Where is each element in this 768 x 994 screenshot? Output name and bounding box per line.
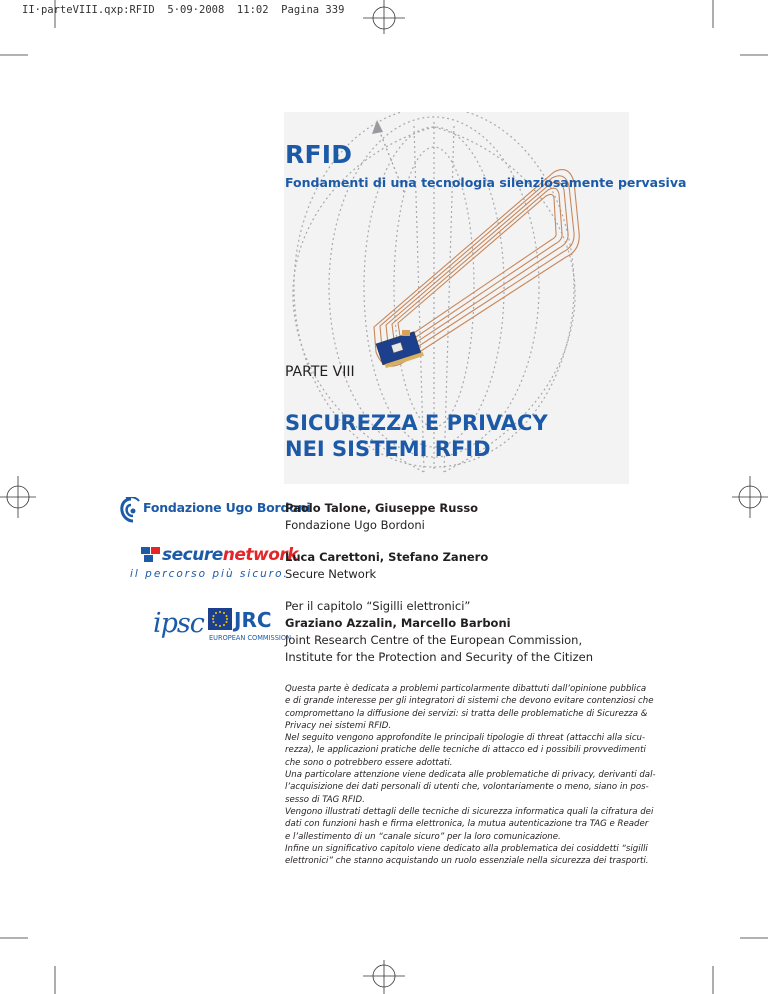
author-names: Graziano Azzalin, Marcello Barboni [285, 616, 511, 630]
author-names: Paolo Talone, Giuseppe Russo [285, 501, 479, 515]
intro-line: elettronici” che stanno acquistando un ruolo essenziale nella sicurezza dei trasporti. [285, 856, 649, 867]
author-affiliation-line-1: Joint Research Centre of the European Commission, [285, 633, 583, 647]
securenetwork-logo-part-a: secure [162, 545, 223, 565]
securenetwork-logo-text [162, 545, 298, 565]
author-affiliation: Fondazione Ugo Bordoni [285, 518, 425, 532]
author-intro: Per il capitolo “Sigilli elettronici” [285, 599, 471, 613]
intro-line: e di grande interesse per gli integratori di sistemi che devono evitare contenziosi che [285, 696, 654, 707]
securenetwork-tagline: il percorso più sicuro. [130, 568, 289, 580]
intro-line: Infine un significativo capitolo viene dedicato alla problematica dei cosiddetti “sigilli [285, 843, 648, 854]
intro-line: che sono o potrebbero essere adottati. [285, 757, 453, 768]
securenetwork-logo-part-b: network [222, 545, 299, 565]
intro-line: rezza), le applicazioni pratiche delle tecniche di attacco ed i possibili provvedimenti [285, 745, 646, 756]
intro-line: Privacy nei sistemi RFID. [285, 720, 392, 731]
intro-line: Vengono illustrati dettagli delle tecniche di sicurezza informatica quali la cifratura dei [285, 806, 654, 817]
intro-line: e l’allestimento di un “canale sicuro” per la loro comunicazione. [285, 831, 561, 842]
author-names: Luca Carettoni, Stefano Zanero [285, 550, 489, 564]
intro-line: sesso di TAG RFID. [285, 794, 365, 805]
intro-line: dati con funzioni hash e firma elettronica, la mutua autenticazione tra TAG e Reader [285, 819, 649, 830]
author-block-fub [285, 500, 478, 534]
fub-logo-text: Fondazione Ugo Bordoni [143, 500, 311, 515]
author-block-jrc [285, 598, 593, 666]
fub-logo-icon [120, 497, 142, 523]
intro-line: Questa parte è dedicata a problemi particolarmente dibattuti dall’opinione pubblica [285, 684, 647, 694]
jrc-logo-text: JRC [234, 608, 272, 632]
author-block-securenetwork [285, 549, 488, 583]
author-affiliation: Secure Network [285, 567, 377, 581]
intro-line: l’acquisizione dei dati personali di utenti che, volontariamente o meno, siano in pos- [285, 782, 649, 793]
securenetwork-logo-icon [141, 545, 161, 563]
intro-line: Una particolare attenzione viene dedicata alle problematiche di privacy, derivanti dal- [285, 770, 656, 781]
part-label: PARTE VIII [285, 364, 355, 380]
author-affiliation-line-2: Institute for the Protection and Security of the Citizen [285, 650, 594, 664]
intro-paragraph [285, 683, 656, 867]
part-title [285, 410, 548, 462]
part-title-line-2: NEI SISTEMI RFID [285, 437, 491, 461]
intro-line: compromettano la diffusione dei servizi: si tratta delle problematiche di Sicurezza & [285, 708, 648, 719]
part-title-line-1: SICUREZZA E PRIVACY [285, 411, 548, 435]
eu-flag-icon [208, 608, 232, 630]
ipsc-logo-text: ipsc [153, 608, 204, 639]
book-subtitle: Fondamenti di una tecnologia silenziosamente pervasiva [285, 175, 687, 190]
print-slug: II·parteVIII.qxp:RFID 5·09·2008 11:02 Pagina 339 [22, 4, 345, 16]
book-title: RFID [285, 140, 353, 169]
ec-logo-text: EUROPEAN COMMISSION [209, 634, 292, 642]
intro-line: Nel seguito vengono approfondite le principali tipologie di threat (attacchi alla sicu- [285, 733, 646, 744]
